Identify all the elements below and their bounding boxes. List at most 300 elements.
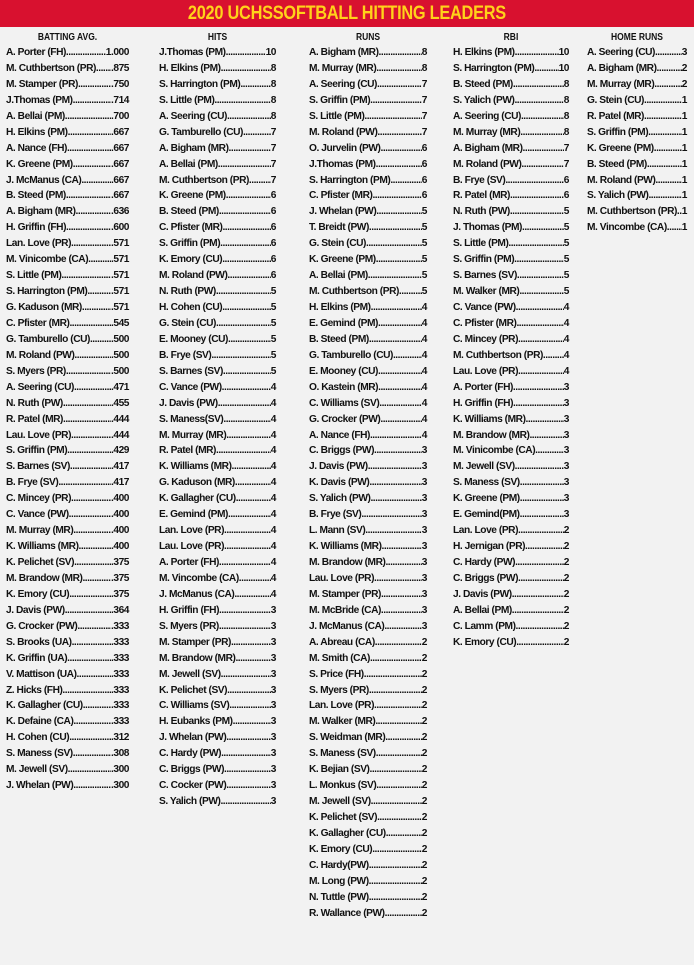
stat-value: .333 xyxy=(110,668,129,680)
leader-entry xyxy=(453,141,569,157)
leader-entry xyxy=(6,396,129,412)
stat-value: 5 xyxy=(421,254,427,266)
stat-value: 3 xyxy=(270,636,276,648)
stat-value: 5 xyxy=(270,317,276,329)
player-name: S. Yalich (PW) xyxy=(453,94,515,106)
dot-leader xyxy=(66,220,111,236)
dot-leader xyxy=(68,762,111,778)
stat-value: 4 xyxy=(270,397,276,409)
stat-value: 3 xyxy=(421,604,427,616)
stat-value: 2 xyxy=(421,636,427,648)
player-name: M. Jewell (SV) xyxy=(159,668,221,680)
stat-value: 4 xyxy=(270,445,276,457)
stat-value: 2 xyxy=(421,764,427,776)
dot-leader xyxy=(522,220,564,236)
player-name: J. Thomas (PM) xyxy=(453,222,522,234)
stat-value: 5 xyxy=(270,333,276,345)
stat-value: .400 xyxy=(110,525,129,537)
leader-entry xyxy=(309,396,427,412)
stat-value: 3 xyxy=(681,47,687,58)
leader-entry xyxy=(309,125,427,141)
player-name: M. Murray (MR) xyxy=(309,62,377,74)
player-name: S. Griffin (PM) xyxy=(453,254,515,266)
dot-leader xyxy=(219,603,271,619)
leader-entry xyxy=(6,667,129,683)
leader-entry xyxy=(159,667,276,683)
dot-leader xyxy=(520,507,564,523)
leader-entry xyxy=(309,762,427,778)
leader-entry xyxy=(587,204,687,220)
player-name: S. Weidman (MR) xyxy=(309,732,386,744)
leader-entry xyxy=(6,746,129,762)
player-name: A. Bigham (MR) xyxy=(6,206,76,218)
leader-entry xyxy=(309,443,427,459)
player-name: C. Briggs (PW) xyxy=(453,572,519,584)
player-name: E. Gemind (PM) xyxy=(309,317,378,329)
player-name: S. Maness (SV) xyxy=(453,477,520,489)
dot-leader xyxy=(370,762,422,778)
dot-leader xyxy=(521,109,564,125)
leader-entry xyxy=(159,236,276,252)
stat-value: 4 xyxy=(270,572,276,584)
leader-entry xyxy=(6,364,129,380)
leader-entry xyxy=(159,507,276,523)
dot-leader xyxy=(372,188,421,204)
dot-leader xyxy=(513,77,564,93)
leader-entry xyxy=(159,475,276,491)
stat-value: .500 xyxy=(110,333,129,345)
player-name: C. Hardy (PW) xyxy=(159,748,222,760)
leader-entry xyxy=(453,380,569,396)
player-name: K. Williams (MR) xyxy=(309,541,382,553)
leader-entry xyxy=(6,348,129,364)
stat-value: 6 xyxy=(421,142,427,154)
player-name: G. Tamburello (CU) xyxy=(159,126,243,138)
stat-value: 4 xyxy=(270,557,276,568)
leader-entry xyxy=(6,428,129,444)
leader-entry xyxy=(6,523,129,539)
stat-value: 4 xyxy=(421,413,427,425)
stat-value: .571 xyxy=(110,270,129,282)
dot-leader xyxy=(229,141,271,157)
dot-leader xyxy=(374,571,422,587)
player-name: J. Whelan (PW) xyxy=(6,780,74,792)
stat-value: 6 xyxy=(563,174,569,186)
dot-leader xyxy=(508,236,563,252)
stat-value: 4 xyxy=(270,477,276,489)
title-banner xyxy=(0,0,694,27)
player-name: K. Greene (PM) xyxy=(6,158,73,170)
dot-leader xyxy=(370,651,422,667)
stat-value: 4 xyxy=(270,525,276,537)
leader-entry xyxy=(159,380,276,396)
dot-leader xyxy=(67,443,111,459)
dot-leader xyxy=(82,571,111,587)
leader-entry xyxy=(309,173,427,189)
player-name: V. Mattison (UA) xyxy=(6,668,77,680)
player-name: K. Emory (CU) xyxy=(6,588,70,600)
leader-entry xyxy=(309,348,427,364)
leader-entry xyxy=(6,268,129,284)
leader-entry xyxy=(309,459,427,475)
stat-value: 3 xyxy=(563,413,569,425)
stat-value: 4 xyxy=(270,541,276,553)
player-name: Lan. Love (PR) xyxy=(6,238,72,250)
player-name: E. Gemind (PM) xyxy=(159,509,228,521)
player-name: A. Abreau (CA) xyxy=(309,636,375,648)
player-name: L. Monkus (SV) xyxy=(309,780,377,792)
leader-entry xyxy=(309,794,427,810)
leader-entry xyxy=(587,188,687,204)
leader-entry xyxy=(6,539,129,555)
player-name: A. Bellai (PM) xyxy=(453,604,512,616)
player-name: G. Tamburello (CU) xyxy=(6,333,90,345)
dot-leader xyxy=(66,188,111,204)
stat-value: 5 xyxy=(563,206,569,218)
player-name: J.Thomas (PM) xyxy=(6,94,73,106)
dot-leader xyxy=(71,236,111,252)
dot-leader xyxy=(87,284,111,300)
dot-leader xyxy=(370,491,421,507)
stat-value: 2 xyxy=(421,732,427,744)
home-runs-column xyxy=(587,31,687,236)
leader-entry xyxy=(159,412,276,428)
leader-entry xyxy=(309,236,427,252)
dot-leader xyxy=(228,507,271,523)
dot-leader xyxy=(65,109,111,125)
dot-leader xyxy=(379,45,422,61)
dot-leader xyxy=(385,906,422,922)
stat-value: 4 xyxy=(270,509,276,521)
leader-entry xyxy=(159,188,276,204)
dot-leader xyxy=(399,284,422,300)
player-name: O. Jurvelin (PW) xyxy=(309,142,381,154)
stat-value: 6 xyxy=(421,190,427,202)
leader-entry xyxy=(309,188,427,204)
leader-entry xyxy=(453,507,569,523)
dot-leader xyxy=(375,714,421,730)
stat-value: 3 xyxy=(270,796,276,808)
player-name: A. Porter (FH) xyxy=(453,381,513,393)
leader-entry xyxy=(159,587,276,603)
leader-entry xyxy=(6,252,129,268)
dot-leader xyxy=(376,778,422,794)
stat-value: .600 xyxy=(110,222,129,234)
dot-leader xyxy=(224,523,271,539)
player-name: R. Patel (MR) xyxy=(6,413,63,425)
leader-entry xyxy=(309,204,427,220)
stat-value: .400 xyxy=(110,509,129,521)
stat-value: 1 xyxy=(681,110,687,122)
stat-value: 7 xyxy=(270,142,276,154)
leader-entry xyxy=(159,348,276,364)
dot-leader xyxy=(221,61,271,77)
player-name: C. Hardy(PW) xyxy=(309,859,369,871)
dot-leader xyxy=(361,507,421,523)
dot-leader xyxy=(376,252,422,268)
stat-value: 2 xyxy=(563,604,569,616)
stat-value: 1 xyxy=(681,142,687,154)
player-name: A. Porter (FH) xyxy=(6,47,66,58)
player-name: M. Murray (MR) xyxy=(6,525,74,537)
player-name: K. Griffin (UA) xyxy=(6,652,68,664)
stat-value: 5 xyxy=(270,302,276,313)
leader-entry xyxy=(159,539,276,555)
player-name: M. Jewell (SV) xyxy=(453,461,515,473)
stat-value: 8 xyxy=(563,94,569,106)
stat-value: 2 xyxy=(563,636,569,648)
leader-entry xyxy=(309,268,427,284)
stat-value: 10 xyxy=(558,62,569,74)
player-name: Lan. Love (PR) xyxy=(453,525,519,537)
player-name: S. Yalich (PW) xyxy=(309,493,371,505)
dot-leader xyxy=(218,157,271,173)
column-heading: RBI xyxy=(503,32,519,43)
player-name: A. Seering (CU) xyxy=(453,110,521,122)
player-name: K. Emory (CU) xyxy=(309,843,373,855)
player-name: J. McManus (CA) xyxy=(309,620,385,632)
stat-value: .667 xyxy=(110,142,129,154)
leader-entry xyxy=(6,443,129,459)
leader-entry xyxy=(453,236,569,252)
player-name: B. Steed (PM) xyxy=(453,78,513,90)
player-name: B. Steed (PM) xyxy=(587,158,647,170)
leader-entry xyxy=(6,651,129,667)
leader-entry xyxy=(453,109,569,125)
dot-leader xyxy=(58,475,111,491)
stat-value: 4 xyxy=(270,429,276,441)
stat-value: 8 xyxy=(563,110,569,122)
leader-list xyxy=(309,45,427,922)
stat-value: .545 xyxy=(110,317,129,329)
stat-value: 3 xyxy=(421,461,427,473)
player-name: M. Roland (PW) xyxy=(453,158,522,170)
leader-list xyxy=(159,45,276,810)
player-name: C. Vance (PW) xyxy=(6,509,69,521)
leader-entry xyxy=(6,316,129,332)
leader-entry xyxy=(587,93,687,109)
dot-leader xyxy=(364,109,421,125)
dot-leader xyxy=(519,284,563,300)
leader-entry xyxy=(159,571,276,587)
player-name: J. Whelan (PW) xyxy=(159,732,227,744)
leader-entry xyxy=(159,141,276,157)
leader-entry xyxy=(587,141,687,157)
player-name: H. Griffin (FH) xyxy=(453,397,514,409)
stat-value: 6 xyxy=(270,222,276,234)
stat-value: .500 xyxy=(110,365,129,377)
stat-value: 2 xyxy=(681,62,687,74)
stat-value: 4 xyxy=(270,381,276,393)
leader-entry xyxy=(453,45,569,61)
player-name: C. Mincey (PR) xyxy=(6,493,72,505)
dot-leader xyxy=(393,348,422,364)
leader-entry xyxy=(309,714,427,730)
player-name: M. Cuthbertson (PR) xyxy=(159,174,249,186)
player-name: M. Brandow (MR) xyxy=(453,429,530,441)
leader-entry xyxy=(6,587,129,603)
player-name: N. Ruth (PW) xyxy=(159,286,216,298)
leader-list xyxy=(453,45,569,651)
leader-entry xyxy=(309,157,427,173)
player-name: A. Seering (CU) xyxy=(587,47,655,58)
stat-value: 3 xyxy=(270,764,276,776)
leader-entry xyxy=(6,141,129,157)
player-name: S. Griffin (PM) xyxy=(587,126,649,138)
leader-entry xyxy=(159,459,276,475)
stat-value: .400 xyxy=(110,493,129,505)
stat-value: .375 xyxy=(110,588,129,600)
dot-leader xyxy=(390,173,421,189)
dot-leader xyxy=(229,698,271,714)
player-name: K. Greene (PM) xyxy=(587,142,654,154)
stat-value: 8 xyxy=(270,78,276,90)
dot-leader xyxy=(376,61,422,77)
leader-entry xyxy=(587,61,687,77)
leader-entry xyxy=(6,491,129,507)
leader-entry xyxy=(309,77,427,93)
stat-value: 2 xyxy=(563,541,569,553)
player-name: S. Little (PM) xyxy=(6,270,62,282)
leader-entry xyxy=(453,268,569,284)
dot-leader xyxy=(368,459,422,475)
player-name: Lan. Love (PR) xyxy=(159,525,225,537)
player-name: A. Bellai (PM) xyxy=(309,270,368,282)
player-name: S. Barnes (SV) xyxy=(159,365,223,377)
stat-value: 4 xyxy=(270,413,276,425)
stat-value: 2 xyxy=(421,716,427,728)
leader-entry xyxy=(159,61,276,77)
dot-leader xyxy=(239,571,271,587)
stat-value: 5 xyxy=(421,270,427,282)
stat-value: .667 xyxy=(110,174,129,186)
leader-entry xyxy=(309,571,427,587)
player-name: M. McBride (CA) xyxy=(309,604,381,616)
leader-entry xyxy=(453,300,569,316)
player-name: A. Bigham (MR) xyxy=(453,142,523,154)
player-name: K. Pelichet (SV) xyxy=(159,684,228,696)
stat-value: 8 xyxy=(270,110,276,122)
leader-entry xyxy=(309,220,427,236)
leader-entry xyxy=(309,109,427,125)
stat-value: 4 xyxy=(563,302,569,313)
leader-list xyxy=(587,45,687,236)
player-name: K. Defaine (CA) xyxy=(6,716,74,728)
leader-entry xyxy=(587,109,687,125)
stat-value: 5 xyxy=(270,349,276,361)
leader-entry xyxy=(453,252,569,268)
leader-entry xyxy=(6,173,129,189)
stat-value: 3 xyxy=(421,477,427,489)
player-name: G. Stein (CU) xyxy=(309,238,366,250)
player-name: K. Williams (MR) xyxy=(453,413,526,425)
leader-entry xyxy=(6,157,129,173)
batting-avg-column xyxy=(6,31,129,794)
stat-value: 5 xyxy=(270,286,276,298)
player-name: R. Patel (MR) xyxy=(453,190,510,202)
leader-entry xyxy=(309,651,427,667)
dot-leader xyxy=(369,890,422,906)
leader-entry xyxy=(6,778,129,794)
stat-value: 1 xyxy=(681,126,687,138)
leader-entry xyxy=(6,603,129,619)
player-name: M. Vinicombe (CA) xyxy=(453,445,536,457)
dot-leader xyxy=(66,45,106,61)
player-name: S. Little (PM) xyxy=(453,238,509,250)
stat-value: .444 xyxy=(110,413,129,425)
leader-entry xyxy=(159,268,276,284)
dot-leader xyxy=(380,412,421,428)
leader-entry xyxy=(159,762,276,778)
player-name: M. Smith (CA) xyxy=(309,652,370,664)
leader-entry xyxy=(587,77,687,93)
dot-leader xyxy=(374,698,422,714)
dot-leader xyxy=(514,93,563,109)
player-name: S. Harrington (PM) xyxy=(159,78,241,90)
dot-leader xyxy=(376,204,422,220)
dot-leader xyxy=(518,571,564,587)
player-name: S. Yalich (PW) xyxy=(159,796,221,808)
stat-value: 10 xyxy=(558,47,569,58)
dot-leader xyxy=(648,125,682,141)
dot-leader xyxy=(81,173,111,189)
player-name: M. Brandow (MR) xyxy=(159,652,236,664)
dot-leader xyxy=(516,635,564,651)
stat-value: 4 xyxy=(421,381,427,393)
leader-entry xyxy=(159,300,276,316)
dot-leader xyxy=(644,93,682,109)
dot-leader xyxy=(77,619,111,635)
dot-leader xyxy=(211,348,270,364)
player-name: A. Bigham (MR) xyxy=(309,47,379,58)
player-name: R. Patel (MR) xyxy=(587,110,644,122)
player-name: R. Wallance (PW) xyxy=(309,907,385,919)
dot-leader xyxy=(222,220,270,236)
leader-entry xyxy=(159,220,276,236)
stat-value: .300 xyxy=(110,764,129,776)
leader-entry xyxy=(159,555,276,571)
leader-entry xyxy=(159,252,276,268)
stat-value: 3 xyxy=(270,620,276,632)
stat-value: 2 xyxy=(421,684,427,696)
dot-leader xyxy=(79,539,111,555)
player-name: S. Harrington (PM) xyxy=(453,62,535,74)
player-name: B. Steed (PM) xyxy=(309,333,369,345)
player-name: C. Vance (PW) xyxy=(453,302,516,313)
stat-value: 5 xyxy=(563,286,569,298)
dot-leader xyxy=(518,523,564,539)
stat-value: .571 xyxy=(110,254,129,266)
player-name: M. Jewell (SV) xyxy=(6,764,68,776)
dot-leader xyxy=(66,364,111,380)
dot-leader xyxy=(216,443,271,459)
stat-value: .500 xyxy=(110,349,129,361)
stat-value: 3 xyxy=(270,716,276,728)
dot-leader xyxy=(220,236,271,252)
dot-leader xyxy=(376,746,422,762)
player-name: N. Tuttle (PW) xyxy=(309,891,369,903)
leader-entry xyxy=(6,284,129,300)
leader-entry xyxy=(159,651,276,667)
player-name: M. Vincombe (CA) xyxy=(587,222,667,234)
dot-leader xyxy=(226,45,266,61)
leader-entry xyxy=(309,603,427,619)
dot-leader xyxy=(369,475,421,491)
stat-value: .875 xyxy=(110,62,129,74)
stat-value: 1 xyxy=(681,222,687,234)
dot-leader xyxy=(523,141,564,157)
leader-entry xyxy=(309,635,427,651)
